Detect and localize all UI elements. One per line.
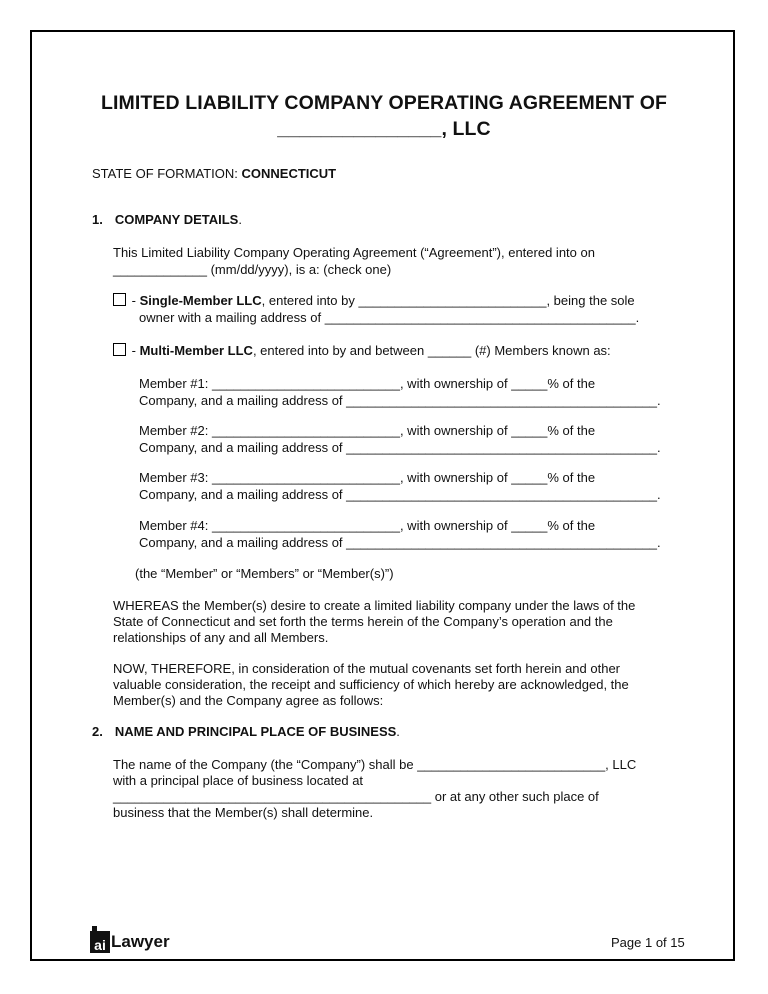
multi-member-option bbox=[113, 343, 611, 358]
section-2-heading bbox=[92, 724, 400, 739]
now-line-3: Member(s) and the Company agree as follows: bbox=[113, 693, 384, 708]
ailawyer-logo bbox=[90, 931, 170, 953]
single-member-dash: - bbox=[128, 293, 140, 308]
whereas-line-1: WHEREAS the Member(s) desire to create a limited liability company under the laws of the bbox=[113, 598, 636, 613]
member-4-line-2: Company, and a mailing address of ___________________________________________. bbox=[139, 535, 661, 550]
multi-member-dash: - bbox=[128, 343, 140, 358]
whereas-line-3: relationships of any and all Members. bbox=[113, 630, 329, 645]
logo-text: Lawyer bbox=[111, 932, 170, 951]
single-member-label: Single-Member LLC bbox=[139, 293, 262, 308]
state-label: STATE OF FORMATION: bbox=[92, 166, 242, 181]
section-1-heading bbox=[92, 212, 242, 227]
intro-line-2: _____________ (mm/dd/yyyy), is a: (check one) bbox=[113, 262, 392, 277]
logo-ai-mark bbox=[90, 931, 110, 953]
single-member-checkbox[interactable] bbox=[113, 293, 126, 306]
state-of-formation bbox=[92, 166, 336, 181]
section-2-line-3: ____________________________________________ or at any other such place of bbox=[113, 789, 599, 804]
section-2-period: . bbox=[396, 724, 400, 739]
section-1-period: . bbox=[238, 212, 242, 227]
now-line-1: NOW, THEREFORE, in consideration of the mutual covenants set forth herein and other bbox=[113, 661, 621, 676]
member-2-line-2: Company, and a mailing address of ___________________________________________. bbox=[139, 440, 661, 455]
document-title-line-2: _______________, LLC bbox=[277, 118, 491, 140]
multi-member-label: Multi-Member LLC bbox=[139, 343, 253, 358]
section-2-line-2: with a principal place of business located at bbox=[113, 773, 364, 788]
member-1-line-1: Member #1: __________________________, with ownership of _____% of the bbox=[139, 376, 596, 391]
member-4-line-1: Member #4: __________________________, with ownership of _____% of the bbox=[139, 518, 596, 533]
section-2-number: 2. bbox=[92, 724, 103, 739]
multi-member-text: , entered into by and between ______ (#) Members known as: bbox=[252, 343, 611, 358]
multi-member-checkbox[interactable] bbox=[113, 343, 126, 356]
section-1-number: 1. bbox=[92, 212, 103, 227]
intro-line-1: This Limited Liability Company Operating Agreement (“Agreement”), entered into on bbox=[113, 245, 595, 260]
member-3-line-2: Company, and a mailing address of ___________________________________________. bbox=[139, 487, 661, 502]
state-value: CONNECTICUT bbox=[241, 166, 337, 181]
section-1-title: COMPANY DETAILS bbox=[114, 212, 239, 227]
section-2-title: NAME AND PRINCIPAL PLACE OF BUSINESS bbox=[114, 724, 397, 739]
whereas-line-2: State of Connecticut and set forth the terms herein of the Company’s operation and the bbox=[113, 614, 613, 629]
members-note: (the “Member” or “Members” or “Member(s)”) bbox=[135, 566, 394, 581]
section-2-line-1: The name of the Company (the “Company”) shall be __________________________, LLC bbox=[113, 757, 637, 772]
page-number: Page 1 of 15 bbox=[611, 935, 685, 950]
single-member-text: , entered into by __________________________, being the sole bbox=[261, 293, 635, 308]
document-title-line-1: LIMITED LIABILITY COMPANY OPERATING AGREEMENT OF bbox=[101, 92, 667, 114]
section-2-line-4: business that the Member(s) shall determine. bbox=[113, 805, 374, 820]
member-2-line-1: Member #2: __________________________, with ownership of _____% of the bbox=[139, 423, 596, 438]
member-3-line-1: Member #3: __________________________, with ownership of _____% of the bbox=[139, 470, 596, 485]
single-member-address-line: owner with a mailing address of ___________________________________________. bbox=[139, 310, 640, 325]
single-member-option bbox=[113, 293, 635, 308]
member-1-line-2: Company, and a mailing address of ___________________________________________. bbox=[139, 393, 661, 408]
logo-ai-text: ai bbox=[94, 937, 106, 953]
now-line-2: valuable consideration, the receipt and sufficiency of which hereby are acknowledged, the bbox=[113, 677, 629, 692]
